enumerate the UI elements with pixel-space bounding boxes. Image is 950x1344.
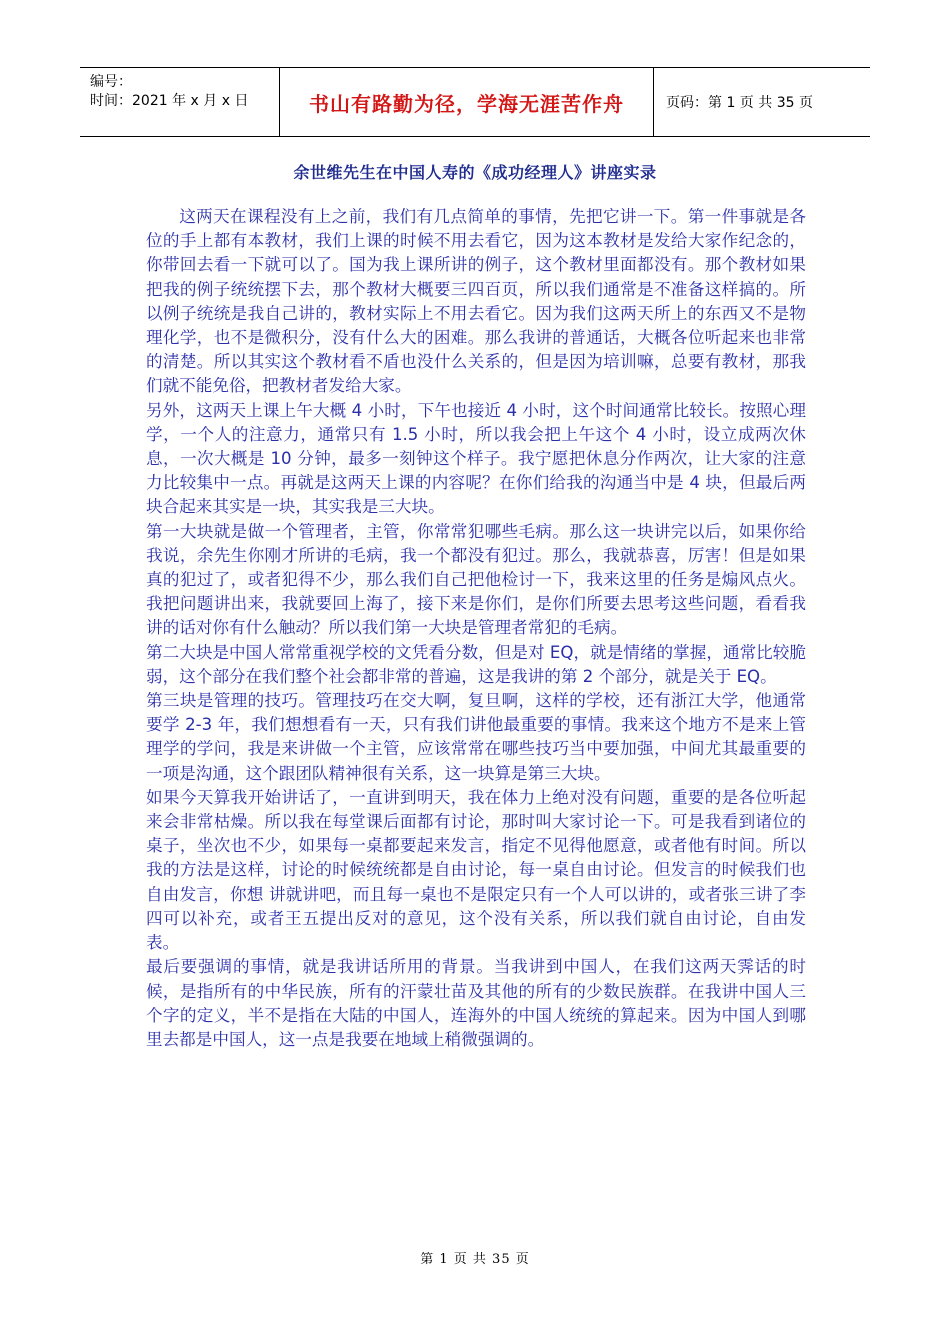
paragraph: 第一大块就是做一个管理者，主管，你常常犯哪些毛病。那么这一块讲完以后，如果你给我说，余先生你刚才所讲的毛病，我一个都没有犯过。那么，我就恭喜，厉害！但是如果真的犯过了，或者犯得不少，那么我们自己把他检讨一下，我来这里的任务是煽风点火。我把问题讲出来，我就要回上海了，接下来是你们，是你们所要去思考这些问题，看看我讲的话对你有什么触动？所以我们第一大块是管理者常犯的毛病。 [146, 521, 806, 638]
date-line: 时间：2021 年 x 月 x 日 [90, 93, 249, 109]
page-footer: 第 1 页 共 35 页 [420, 1252, 530, 1267]
document-body [146, 205, 806, 1052]
paragraph: 第二大块是中国人常常重视学校的文凭看分数，但是对 EQ，就是情绪的掌握，通常比较脆弱，这个部分在我们整个社会都非常的普遍，这是我讲的第 2 个部分，就是关于 EQ。 [146, 642, 806, 686]
document-title: 余世维先生在中国人寿的《成功经理人》讲座实录 [293, 163, 657, 182]
paragraph: 这两天在课程没有上之前，我们有几点简单的事情，先把它讲一下。第一件事就是各位的手上都有本教材，我们上课的时候不用去看它，因为这本教材是发给大家作纪念的，你带回去看一下就可以了。国为我上课所讲的例子，这个教材里面都没有。那个教材如果把我的例子统统摆下去，那个教材大概要三四百页，所以我们通常是不准备这样搞的。所以例子统统是我自己讲的，教材实际上不用去看它。因为我们这两天所上的东西又不是物理化学，也不是微积分，没有什么大的困难。那么我讲的普通话，大概各位听起来也非常的清楚。所以其实这个教材看不盾也没什么关系的，但是因为培训嘛，总要有教材，那我们就不能免俗，把教材者发给大家。 [146, 207, 806, 396]
page-info-text: 页码：第 1 页 共 35 页 [666, 95, 813, 111]
paragraph: 另外，这两天上课上午大概 4 小时，下午也接近 4 小时，这个时间通常比较长。按照心理学，一个人的注意力，通常只有 1.5 小时，所以我会把上午这个 4 小时，设立成两次休息，一次大概是 10 分钟，最多一刻钟这个样子。我宁愿把休息分作两次，让大家的注意力比较集中一点。再就是这两天上课的内容呢？在你们给我的沟通当中是 4 块，但最后两块合起来其实是一块，其实我是三大块。 [146, 400, 806, 517]
header-info-cell [80, 68, 280, 136]
paragraph: 如果今天算我开始讲话了，一直讲到明天，我在体力上绝对没有问题，重要的是各位听起来会非常枯燥。所以我在每堂课后面都有讨论，那时叫大家讨论一下。可是我看到诸位的桌子，坐次也不少，如果每一桌都要起来发言，指定不见得他愿意，或者他有时间。所以我的方法是这样，讨论的时候统统都是自由讨论，每一桌自由讨论。但发言的时候我们也自由发言，你想 讲就讲吧，而且每一桌也不是限定只有一个人可以讲的，或者张三讲了李四可以补充，或者王五提出反对的意见，这个没有关系，所以我们就自由讨论，自由发表。 [146, 787, 806, 953]
paragraph: 最后要强调的事情，就是我讲话所用的背景。当我讲到中国人，在我们这两天霁话的时候，是指所有的中华民族，所有的汗蒙壮苗及其他的所有的少数民族群。在我讲中国人三个字的定义，半不是指在大陆的中国人，连海外的中国人统统的算起来。因为中国人到哪里去都是中国人，这一点是我要在地域上稍微强调的。 [146, 957, 806, 1049]
number-label: 编号： [90, 74, 132, 90]
motto-cell [280, 68, 654, 136]
header-table [80, 67, 870, 137]
page-info-cell [654, 68, 870, 136]
paragraph: 第三块是管理的技巧。管理技巧在交大啊，复旦啊，这样的学校，还有浙江大学，他通常要学 2-3 年，我们想想看有一天，只有我们讲他最重要的事情。我来这个地方不是来上管理学的学问，我是来讲做一个主管，应该常常在哪些技巧当中要加强，中间尤其最重要的一项是沟通，这个跟团队精神很有关系，这一块算是第三大块。 [146, 691, 806, 783]
motto-text: 书山有路勤为径，学海无涯苦作舟 [309, 91, 624, 116]
